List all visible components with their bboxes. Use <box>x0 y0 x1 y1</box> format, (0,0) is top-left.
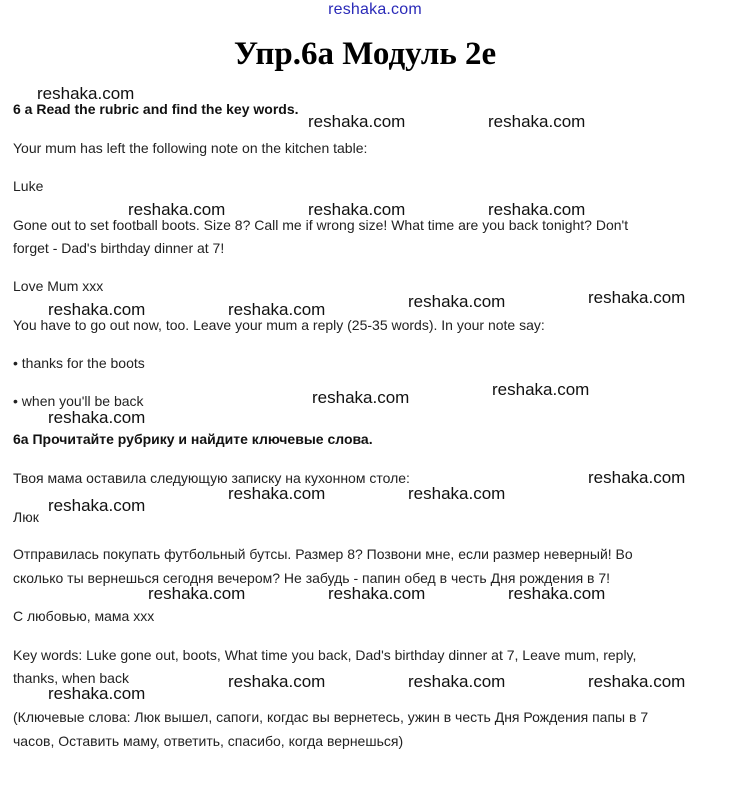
english-note-line-2: forget - Dad's birthday dinner at 7! <box>13 240 225 256</box>
watermark: reshaka.com <box>588 288 686 307</box>
russian-task-heading: 6а Прочитайте рубрику и найдите ключевые слова. <box>13 431 373 447</box>
key-words-translation-line-2: часов, Оставить маму, ответить, спасибо, когда вернешься) <box>13 733 404 749</box>
key-words-translation-line-1: (Ключевые слова: Люк вышел, сапоги, когдас вы вернетесь, ужин в честь Дня Рождения папы в 7 <box>13 709 649 725</box>
watermark: reshaka.com <box>588 468 686 487</box>
english-greeting: Luke <box>13 178 44 194</box>
russian-note-line-1: Отправилась покупать футбольный бутсы. Размер 8? Позвони мне, если размер неверный! Во <box>13 546 633 562</box>
english-note-line-1: Gone out to set football boots. Size 8? Call me if wrong size! What time are you back tonight? Don't <box>13 217 629 233</box>
watermark: reshaka.com <box>308 112 406 131</box>
key-words-line-1: Key words: Luke gone out, boots, What time you back, Dad's birthday dinner at 7, Leave mum, reply, <box>13 647 637 663</box>
watermark: reshaka.com <box>48 408 146 427</box>
key-words-line-2: thanks, when back <box>13 670 129 686</box>
watermark: reshaka.com <box>488 200 586 219</box>
watermark: reshaka.com <box>312 388 410 407</box>
watermark: reshaka.com <box>48 496 146 515</box>
watermark: reshaka.com <box>228 484 326 503</box>
english-instruction: You have to go out now, too. Leave your mum a reply (25-35 words). In your note say: <box>13 317 545 333</box>
watermark: reshaka.com <box>148 584 246 603</box>
watermark: reshaka.com <box>588 672 686 691</box>
russian-intro: Твоя мама оставила следующую записку на кухонном столе: <box>13 470 410 486</box>
russian-greeting: Люк <box>13 509 39 525</box>
english-bullet-thanks: • thanks for the boots <box>13 355 145 371</box>
watermark: reshaka.com <box>408 672 506 691</box>
watermark: reshaka.com <box>408 484 506 503</box>
watermark: reshaka.com <box>508 584 606 603</box>
english-intro: Your mum has left the following note on the kitchen table: <box>13 140 368 156</box>
english-task-heading: 6 a Read the rubric and find the key words. <box>13 101 299 117</box>
russian-note-line-2: сколько ты вернешься сегодня вечером? Не забудь - папин обед в честь Дня рождения в 7! <box>13 570 611 586</box>
page-title: Упр.6а Модуль 2е <box>233 36 497 72</box>
watermark: reshaka.com <box>48 684 146 703</box>
watermark: reshaka.com <box>408 292 506 311</box>
watermark: reshaka.com <box>308 200 406 219</box>
watermark: reshaka.com <box>48 300 146 319</box>
english-signoff: Love Mum xxx <box>13 278 104 294</box>
english-bullet-back: • when you'll be back <box>13 393 144 409</box>
watermark: reshaka.com <box>128 200 226 219</box>
watermark: reshaka.com <box>488 112 586 131</box>
watermark: reshaka.com <box>37 84 135 103</box>
watermark: reshaka.com <box>228 300 326 319</box>
watermark: reshaka.com <box>492 380 590 399</box>
russian-signoff: С любовью, мама ххх <box>13 608 155 624</box>
site-link[interactable]: reshaka.com <box>328 1 422 18</box>
watermark: reshaka.com <box>328 584 426 603</box>
watermark: reshaka.com <box>228 672 326 691</box>
